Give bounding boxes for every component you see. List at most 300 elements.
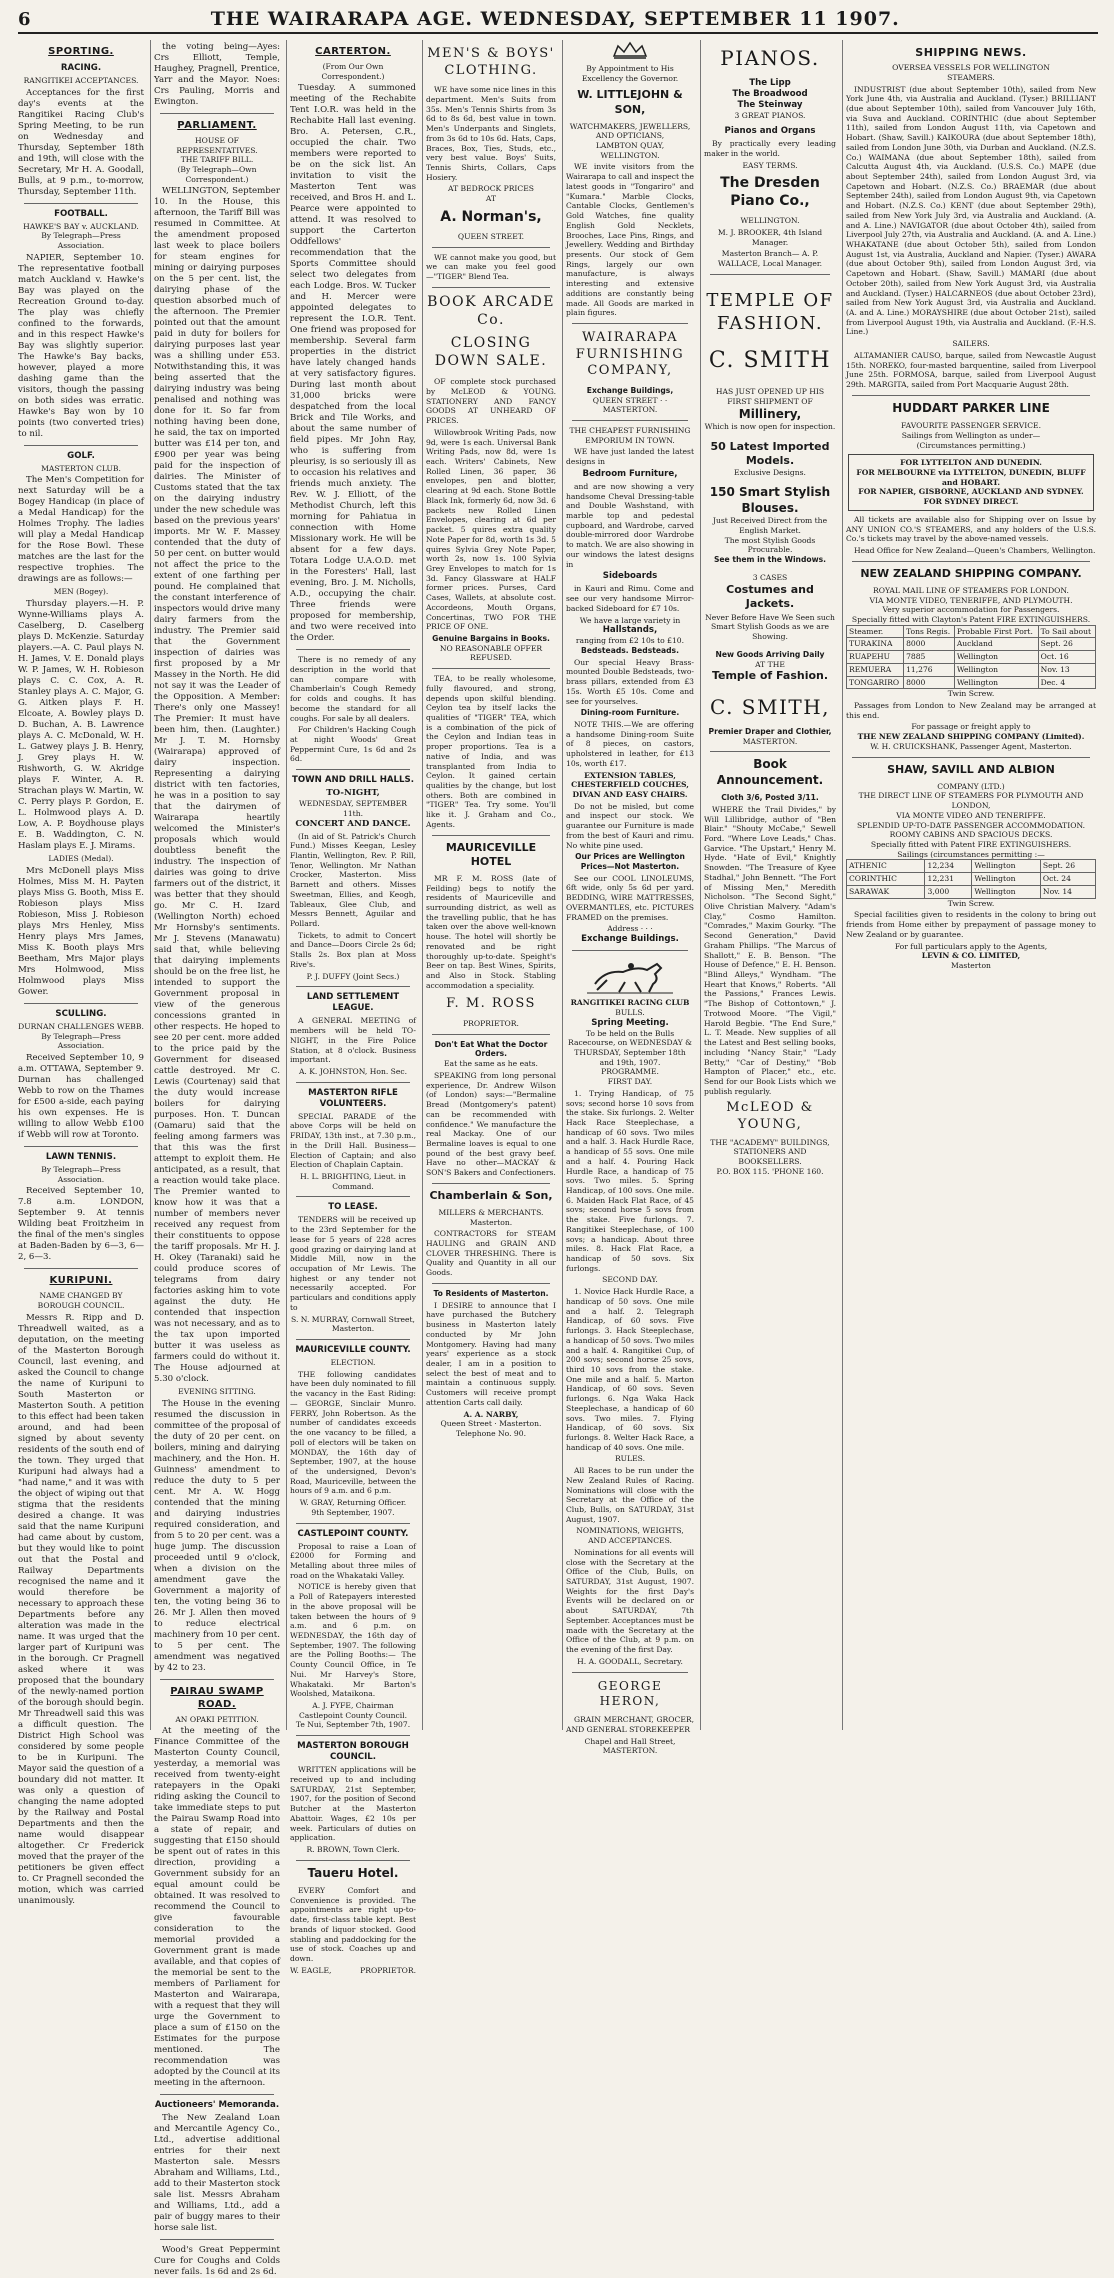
section-heading: KURIPUNI.	[49, 1275, 113, 1287]
advert-text: Willowbrook Writing Pads, now 9d, were 1s each. Universal Bank Writing Pads, now 8d, were 1s each. Writers' Cabinets, New Rolled Linen, 36 paper, 36 envelopes, pen and blotter, clearing at 9d each. Stone Bottle Black Ink, formerly 6d, now 3d. 6 packets new Rolled Linen Envelopes, clearing at 6d per packet. 5 quires extra quality Note Paper for 8d, worth 1s 3d. 5 quires Sylvia Grey Note Paper, worth 2s, now 1s. 100 Sylvia Grey Envelopes to match for 1s 3d. Fancy Glassware at HALF former prices. Purses, Card Cases, Wallets, at absolute cost. Accordeons, Mouth Organs, Concertinas, TWO FOR THE PRICE OF ONE.	[426, 427, 556, 632]
advert-text: A GENERAL MEETING of members will be held TO-NIGHT, in the Fire Police Station, at 8 o'clock. Business important.	[290, 1016, 416, 1065]
advert-title: McLEOD & YOUNG,	[726, 1100, 814, 1132]
advert-text: NOTICE is hereby given that a Poll of Ratepayers interested in the above proposal will be taken between the hours of 9 a.m. and 6 p.m. on WEDNESDAY, the 16th day of September, 1907. The following are the Polling Booths:— The County Council Office, in Te Nui. Mr Harvey's Store, Whakataki. Mr Barton's Woolshed, Mataikona.	[290, 1582, 416, 1699]
table-cell: Wellington	[954, 663, 1038, 676]
advert-title: TEMPLE OF FASHION.	[706, 289, 834, 334]
advert-address: THE "ACADEMY" BUILDINGS,	[710, 1137, 830, 1147]
advert-text: Head Office for New Zealand—Queen's Chambers, Wellington.	[854, 546, 1096, 556]
advert-heading: ELECTION.	[330, 1358, 376, 1368]
article-text: Acceptances for the first day's events at the Rangitikei Racing Club's Spring Meeting, to be run on Wednesday and Thursday, September 18th and 19th, will close with the Secretary, Mr H. A. Goodall, Bulls, at 9 p.m., to-morrow, Thursday, September 11th.	[18, 87, 144, 197]
advert-text: GRAIN MERCHANT, GROCER, AND GENERAL STOREKEEPER	[566, 1715, 694, 1734]
advert-subheading: VIA MONTE VIDEO AND TENERIFFE.	[896, 810, 1046, 820]
advert-text: THE following candidates have been duly nominated to fill the vacancy in the East Riding:— GEORGE, Sinclair Munro. FERRY, John Robertson. As the number of candidates exceeds the one vacancy to be filled, a poll of electors will be taken on MONDAY, the 16th day of September, 1907, at the house of the undersigned, Devon's Road, Mauriceville, between the hours of 9 a.m. and 6 p.m.	[290, 1369, 416, 1496]
advert-signature-row	[290, 1966, 416, 1976]
table-cell: 11,276	[904, 663, 955, 676]
nzsc-sailings-table	[846, 625, 1096, 690]
advert-text: For Children's Hacking Cough at night Woods' Great Peppermint Cure, 1s 6d and 2s 6d.	[290, 725, 416, 764]
advert-text: Which is now open for inspection.	[704, 421, 836, 431]
advert-title: WAIRARAPA FURNISHING COMPANY,	[575, 329, 685, 379]
advert-heading: HUDDART PARKER LINE	[892, 400, 1050, 415]
advert-text: 1. Novice Hack Hurdle Race, a handicap of 50 sovs. One mile and a half. 2. Telegraph Handicap, of 60 sovs. Five furlongs. 3. Hack Steeplechase, a handicap of 50 sovs. Two miles and a half. 4. Rangitikei Cup, of 200 sovs; second horse 25 sovs, third 10 sovs from the stake. One mile and a half. 5. Marton Handicap, of 60 sovs. Seven furlongs. 6. Nga Waka Hack Steeplechase, a handicap of 60 sovs. Two miles. 7. Flying Handicap, of 60 sovs. Six furlongs. 8. Welter Hack Race, a handicap of 40 sovs. One mile.	[566, 1287, 694, 1452]
advert-text: Nominations for all events will close with the Secretary at the Office of the Club, Bulls, on SATURDAY, 31st August, 1907. Weights for the first Day's Events will be declared on or about SATURDAY, 7th September. Acceptances must be made with the Secretary at the Office of the Club, at 9 p.m. on the evening of the first Day.	[566, 1547, 694, 1655]
table-cell: 7885	[904, 651, 955, 664]
table-cell: 12,234	[925, 860, 972, 873]
advert-heading: TO LEASE.	[328, 1202, 378, 1213]
advert-heading: To Residents of Masterton.	[433, 1288, 549, 1298]
table-cell: SARAWAK	[847, 885, 925, 898]
divider	[160, 2239, 274, 2240]
divider	[572, 323, 688, 324]
advert-heading: Spring Meeting.	[591, 1017, 669, 1028]
advert-subheading: THE DIRECT LINE OF STEAMERS FOR PLYMOUTH AND LONDON,	[858, 791, 1084, 811]
table-body	[847, 638, 1096, 689]
column-rule	[286, 40, 287, 1730]
advert-date: 9th September, 1907.	[311, 1507, 395, 1517]
table-cell: Oct. 24	[1040, 873, 1095, 886]
advert-role: PROPRIETOR.	[360, 1965, 416, 1975]
advert-address: QUEEN STREET · · MASTERTON.	[592, 395, 668, 415]
divider	[710, 751, 830, 752]
column-rule	[150, 40, 151, 1730]
advert-text: NO REASONABLE OFFER REFUSED.	[439, 643, 543, 663]
table-cell: ATHENIC	[847, 860, 925, 873]
advert-heading: Exchange Buildings.	[581, 934, 679, 945]
advert-text: THE CHEAPEST FURNISHING EMPORIUM IN TOWN.	[569, 426, 691, 445]
divider	[432, 287, 550, 288]
section-heading: PARLIAMENT.	[177, 120, 257, 131]
advert-title: GEORGE HERON,	[597, 1678, 663, 1708]
advert-text: SPECIAL PARADE of the above Corps will be held on FRIDAY, 13th inst., at 7.30 p.m., in the Drill Hall. Business—Election of Captain; and also Election of Chaplain Captain.	[290, 1111, 416, 1170]
advert-text: 1. Trying Handicap, of 75 sovs; second horse 10 sovs from the stake. Six furlongs. 2. Welter Hack Race Steeplechase, a handicap of 60 sovs. Two miles and a half. 3. Hack Hurdle Race, a handicap of 55 sovs. One mile and a half. 4. Pouring Hack Hurdle Race, a handicap of 75 sovs. Two miles. 5. Spring Handicap, of 100 sovs. One mile. 6. Maiden Hack Flat Race, of 45 sovs; second horse 5 sovs from the stake. Five furlongs. 7. Rangitikei Steeplechase, of 100 sovs; a handicap. About three miles. 8. Hack Flat Race, a handicap of 50 sovs. Six furlongs.	[566, 1088, 694, 1273]
column-5	[566, 40, 694, 1756]
advert-address: WELLINGTON.	[740, 216, 800, 226]
advert-text: Specially fitted with Clayton's Patent FIRE EXTINGUISHERS.	[851, 615, 1091, 625]
advert-text: Twin Screw.	[947, 898, 995, 908]
advert-heading: THE NEW ZEALAND SHIPPING COMPANY (Limited).	[857, 732, 1085, 742]
headline: DURNAN CHALLENGES WEBB.	[18, 1021, 144, 1031]
advert-text: WE have some nice lines in this department. Men's Suits from 35s. Men's Tennis Shirts from 3s 6d to 8s 6d, best value in town. Men's Underpants and Singlets, from 3s 6d to 10s 6d. Hats, Caps, Braces, Box, Ties, Studs, etc., very best value. Boys' Suits, Tennis Shirts, Collars, Caps Hosiery.	[426, 85, 556, 182]
advert-heading: TO-NIGHT,	[326, 788, 380, 799]
table-row	[847, 676, 1096, 689]
column-rule	[422, 40, 423, 1730]
advert-subheading: RULES.	[614, 1454, 646, 1464]
advert-heading: W. LITTLEJOHN & SON,	[577, 88, 683, 116]
advert-text: SPEAKING from long personal experience, Dr. Andrew Wilson (of London) says:—"Bermaline Bread (Montgomery's patent) can be recommended with confidence." We manufacture the real Mackay. One of our Bermaline loaves is equal to one pound of the best gravy beef. Have no other—MACKAY & SON'S Bakers and Confectioners.	[426, 1070, 556, 1178]
royal-crest-icon	[566, 40, 694, 64]
advert-heading: Temple of Fashion.	[711, 669, 829, 683]
advert-text: Passages from London to New Zealand may be arranged at this end.	[846, 701, 1096, 720]
article-text: the voting being—Ayes: Crs Elliott, Temple, Haughey, Pragnell, Prentice, Yarr and the Mayor. Noes: Crs Pauling, Morris and Ewington.	[154, 42, 280, 107]
divider	[572, 420, 688, 421]
advert-heading: Book Announcement.	[716, 757, 824, 787]
advert-text: All tickets are available also for Shipping over on Issue by ANY UNION CO.'S STEAMERS, and any holders of the U.S.S. Co.'s tickets may travel by the above-named vessels.	[846, 514, 1096, 544]
headline: AN OPAKI PETITION.	[175, 1714, 259, 1724]
advert-text: AT	[485, 194, 497, 204]
column-3	[290, 40, 416, 1975]
column-rule	[562, 40, 563, 1730]
divider	[296, 1082, 410, 1083]
divider	[296, 649, 410, 650]
advert-signature: P. J. DUFFY (Joint Secs.)	[306, 971, 400, 981]
advert-subheading: VIA MONTE VIDEO, TENERIFFE, AND PLYMOUTH.	[869, 595, 1073, 605]
advert-heading: MAURICEVILLE COUNTY.	[295, 1345, 411, 1356]
section-heading: SHIPPING NEWS.	[915, 46, 1027, 59]
column-1	[18, 40, 144, 1906]
advert-signature: A. A. NARBY,	[463, 1409, 519, 1419]
divider	[432, 835, 550, 836]
column-rule	[842, 40, 843, 1730]
advert-heading: Our Prices are Wellington Prices—Not Masterton.	[575, 852, 685, 872]
advert-text: SPLENDID UP-TO-DATE PASSENGER ACCOMMODATION.	[856, 820, 1086, 830]
advert-date: Te Nui, September 7th, 1907.	[295, 1720, 411, 1730]
advert-phone: P.O. BOX 115. 'PHONE 160.	[716, 1166, 824, 1176]
advert-heading: Cloth 3/6, Posted 3/11.	[721, 793, 819, 803]
advert-address: LAMBTON QUAY, WELLINGTON.	[595, 141, 665, 160]
divider	[852, 395, 1090, 396]
advert-heading: Sideboards	[602, 571, 658, 582]
table-header-row	[847, 625, 1096, 638]
advert-signature: LEVIN & CO. LIMITED,	[921, 951, 1021, 961]
column-2	[154, 40, 280, 2278]
column-header: To Sail about	[1038, 625, 1095, 638]
advert-heading: Hallstands,	[602, 625, 658, 636]
divider	[432, 247, 550, 248]
advert-address: Masterton	[951, 960, 991, 970]
advert-subheading: PROGRAMME.	[601, 1067, 659, 1077]
advert-text: and are now showing a very handsome Cheval Dressing-table and Double Washstand, with marble top and pedestal cupboard, and Wardrobe, carved double-mirrored door Wardrobe to match. We are also showing in our windows the latest designs in	[566, 481, 694, 569]
advert-subheading: MILLERS & MERCHANTS.	[438, 1207, 544, 1217]
advert-text: For passage or freight apply to	[911, 722, 1031, 732]
advert-title: BOOK ARCADE Co.	[427, 293, 555, 328]
advert-title: PIANOS.	[720, 46, 820, 70]
headline: SAILERS.	[952, 339, 990, 349]
advert-heading: The Broadwood	[732, 88, 808, 99]
advert-title: C. SMITH	[708, 347, 832, 373]
advert-heading: Premier Draper and Clothier,	[708, 726, 832, 736]
article-text: Received September 10, 7.8 a.m. LONDON, September 9. At tennis Wilding beat Froitzheim in the final of the men's singles at Baden-Baden by 6—3, 6—2, 6—3.	[18, 1186, 144, 1263]
advert-text: Our special Heavy Brass-mounted Double Bedsteads, two-brass pillars, extended from £3 15s. Worth £5 10s. Come and see for yourselves.	[566, 657, 694, 706]
advert-text: Masterton Branch— A. P. WALLACE, Local Manager.	[717, 249, 823, 269]
divider	[160, 2094, 274, 2095]
advert-phone: Telephone No. 90.	[455, 1428, 526, 1438]
table-cell: Oct. 16	[1038, 651, 1095, 664]
advert-signature: W. GRAY, Returning Officer.	[299, 1498, 407, 1508]
advert-text: ranging from £2 10s to £10.	[575, 636, 685, 646]
advert-text: M. J. BROOKER, 4th Island Manager.	[717, 228, 823, 247]
advert-title: MEN'S & BOYS' CLOTHING.	[427, 46, 555, 78]
byline: (By Telegraph—Own Correspondent.)	[177, 164, 257, 184]
table-cell: Nov. 14	[1040, 885, 1095, 898]
divider	[160, 113, 274, 114]
article-text: Received September 10, 9 a.m. OTTAWA, September 9. Durnan has challenged Webb to row on the Thames for £500 a-side, each paying his own expenses. He is willing to allow Webb £100 if Webb will row at Toronto.	[18, 1052, 144, 1140]
route-heading: FOR NAPIER, GISBORNE, AUCKLAND AND SYDNEY.	[858, 487, 1084, 497]
table-cell: Dec. 4	[1038, 676, 1095, 689]
route-heading: FOR MELBOURNE via LYTTELTON, DUNEDIN, BLUFF and HOBART.	[856, 468, 1086, 487]
advert-text: See our COOL LINOLEUMS, 6ft wide, only 5s 6d per yard. BEDDING, WIRE MATTRESSES, OVERMANTLES, etc. PICTURES FRAMED on the premises.	[566, 873, 694, 922]
advert-heading: See them in the Windows.	[713, 555, 827, 565]
advert-subheading: FAVOURITE PASSENGER SERVICE.	[901, 421, 1041, 431]
subheading: FOOTBALL.	[54, 208, 108, 219]
advert-heading: A. Norman's,	[440, 208, 542, 225]
advert-signature: W. EAGLE,	[290, 1965, 332, 1975]
article-text: Thursday players.—H. P. Wynne-Williams plays A. Caselberg, D. Caselberg plays D. McKenzie. Saturday players.—A. C. Paul plays N. H. James, V. E. Donald plays W. P. James, W. H. Robieson plays C. C. Cox, A. R. Stanley plays A. C. Major, G. G. Aitken plays F. H. Elcoate, A. Bowley plays D. D. Buchan, A. B. Lawrence plays A. C. McDonald, W. H. L. Gatwey plays J. B. Henry, J. Grey plays H. W. Rishworth, G. W. Akridge plays F. Winter, A. R. Strachan plays W. Martin, W. C. Perry plays P. Gordon, E. L. Holmwood plays A. D. Low, A. P. Boydhouse plays E. B. Waddington, C. N. Haslam plays E. J. Mirams.	[18, 599, 144, 852]
divider	[432, 1283, 550, 1284]
headline: RANGITIKEI ACCEPTANCES.	[23, 75, 139, 85]
advert-text: Special facilities given to residents in the colony to bring out friends from Home either by prepayment of passage money to New Zealand or by guarantee.	[846, 910, 1096, 939]
advert-signature: H. L. BRIGHTING, Lieut. in Command.	[300, 1171, 406, 1191]
article-text: The House in the evening resumed the discussion in committee of the proposal of the duty of 20 per cent. on boilers, mining and dairying machinery, and the Hon. H. Guinness' amendment to reduce the duty to 5 per cent. Mr A. W. Hogg contended that the mining and dairying industries required consideration, and from 5 to 20 per cent. was a huge jump. The discussion proceeded until 9 o'clock, when a division on the amendment gave the Government a majority of ten, the voting being 36 to 26. Mr J. Allen then moved to reduce electrical machinery from 10 per cent. to 5 per cent. The amendment was negatived by 42 to 23.	[154, 1399, 280, 1674]
advert-heading: 50 Latest Imported Models.	[710, 439, 830, 467]
divider	[852, 561, 1090, 562]
advert-text: WE invite visitors from the Wairarapa to call and inspect the latest goods in "Tongariro" and "Kumara." Marble Clocks, Cantable Clocks, Gentlemen's Gold Watches, fine quality English Gold Necklets, Brooches, Lace Pins, Rings, and Jewellery. Wedding and Birthday presents. Our stock of Gem Rings, largely our own manufacture, is always interesting and extensive additions are constantly being made. All Goods are marked in plain figures.	[566, 162, 694, 318]
table-cell: CORINTHIC	[847, 873, 925, 886]
advert-heading: Taueru Hotel.	[307, 1865, 399, 1880]
table-body	[847, 860, 1096, 898]
advert-text: Tickets, to admit to Concert and Dance—Doors Circle 2s 6d; Stalls 2s. Box plan at Moss Rive's.	[290, 930, 416, 969]
advert-heading: Pianos and Organs	[724, 126, 816, 137]
advert-text: AT THE	[755, 659, 785, 669]
advert-signature: S. N. MURRAY, Cornwall Street, Masterton.	[291, 1314, 415, 1334]
article-text: Messrs R. Ripp and D. Threadwell waited, as a deputation, on the meeting of the Masterton Borough Council, last evening, and asked the Council to change the name of Kuripuni to South Masterton or Masterton South. A petition to this effect had been taken around, and had been signed by about seventy residents of the south end of the town. They urged that Kuripuni had always had a "had name," and it was with the object of wiping out that stigma that the residents desired a change. It was said that the name Kuripuni had came about by custom, but they would like to point out that the Postal and Railway Departments recognised the name and it would therefore be necessary to approach these Departments before any alteration was made in the name. It was urged that the larger part of Kuripuni was in the borough. Cr Pragnell asked where it was proposed that the boundary of the newly-named portion of the borough should begin. Mr Threadwell said this was a difficult question. The District High School was considered by some people to be in Kuripuni. The Mayor said the question of a boundary did not matter. It was only a question of changing the name adopted by the Railway and Postal Departments and then the name would disappear altogether. Cr Frederick moved that the prayer of the petitioners be given effect to. Cr Pragnell seconded the motion, which was carried unanimously.	[18, 1312, 144, 1906]
article-text: ALTAMANIER CAUSO, barque, sailed from Newcastle August 15th. NOREKO, four-masted barquentine, sailed from Liverpool June 25th. FORMOSA, barque, sailed from Liverpool August 29th. MARGITA, sailed from Port Macquarie August 28th.	[846, 350, 1096, 390]
table-row	[847, 885, 1096, 898]
section-heading: SPORTING.	[48, 46, 114, 57]
advert-heading: New Goods Arriving Daily	[715, 649, 825, 659]
headline: HAWKE'S BAY v. AUCKLAND.	[23, 221, 139, 231]
divider	[572, 950, 688, 951]
article-text: WELLINGTON, September 10. In the House, this afternoon, the Tariff Bill was resumed in Committee. At the amendment proposed last week to place boilers for steam engines for mining or dairying purposes on the 5 per cent. list, the dairying phase of the question absorbed much of the afternoon. The Premier pointed out that the amount paid in duty for boilers for dairying purposes last year was a shilling under £53. Notwithstanding this, it was being asserted that the dairying industry was being penalised and nothing was done for it. So far from nothing having been done, he said, the tax on imported butter was £14 per ton, and £900 per year was being paid for the inspection of dairies. The Minister of Customs stated that the tax on the dairying industry under the new schedule was based on the previous years' imports. Mr W. F. Massey contended that the duty of 50 per cent. on butter would not affect the price to the extent of one farthing per pound. He complained that the constant interference of inspectors would drive many dairy farmers from the industry. The Premier said that the Government inspection of dairies was first proposed by a Mr Massey in the North. He did not say it was the Leader of the Opposition. A Member: There's only one Massey! The Premier: It must have been him, then. (Laughter.) Mr J. T. M. Hornsby (Wairarapa) approved of dairy inspection. Representing a dairying district with ten factories, he was in a position to say that the dairymen of Wairarapa heartily welcomed the Minister's proposals which would doubtless benefit the industry. The inspection of dairies was going to drive farmers out of the district, it was better that they should go. Mr C. H. Izard (Wellington North) echoed Mr Hornsby's sentiments. Mr J. Stevens (Manawatu) said that, while believing that dairying implements should be on the free list, he intended to support the Government proposal in view of the generous concessions granted in other respects. He hoped to see 20 per cent. more added to the price paid by the Government for diseased cattle destroyed. Mr C. Lewis (Courtenay) said that the duty would increase boilers for dairying purposes. Hon. T. Duncan (Oamaru) said that the feeling among farmers was that this was the first attempt to exploit them. He anticipated, as a result, that a reaction would take place. The Premier wanted to know how it was that a number of members never received any request from their constituents to oppose the tariff proposals. Mr H. J. H. Okey (Taranaki) said he could produce scores of telegrams from dairy factories asking him to vote against the duty. He contended that inspection was not necessary, and as to the tax upon imported butter it was useless as farmers could do without it. The House adjourned at 5.30 o'clock.	[154, 186, 280, 1385]
advert-text: Proposal to raise a Loan of £2000 for Forming and Metalling about three miles of road on the Whakataki Valley.	[290, 1541, 416, 1580]
advert-text: There is no remedy of any description in the world that can compare with Chamberlain's Cough Remedy for colds and coughs. It has become the standard for all coughs. For sale by all dealers.	[290, 655, 416, 723]
advert-heading: The Dresden Piano Co.,	[720, 175, 820, 210]
advert-text: 3 GREAT PIANOS.	[734, 110, 806, 120]
article-text: Tuesday. A summoned meeting of the Rechabite Tent I.O.R. was held in the Rechabite Hall last evening. Bro. A. Petersen, C.R., occupied the chair. Two members were reported to be on the sick list. An invitation to visit the Masterton Tent was received, and Bros H. and L. Pearce were appointed to attend. It was resolved to support the Carterton Oddfellows' recommendation that the Sports Committee should select two delegates from each Lodge. Bros. W. Tucker and H. Mercer were appointed delegates to represent the I.O.R. Tent. One friend was proposed for membership. Several farm properties in the district have lately changed hands at very satisfactory figures. During last month about 31,000 bricks were despatched from the local Brick and Tile Works, and about the same number of field pipes. Mr John Ray, who is suffering from pleurisy, is so seriously ill as to occasion his relatives and friends much anxiety. The Rev. W. J. Elliott, of the Methodist Church, left this morning for Pahiatua in connection with Home Missionary work. He will be absent for a few days. Totara Lodge U.A.O.D. met in the Foresters' Hall, last evening, Bro. J. M. Nicholls, A.D., occupying the chair. Three friends were proposed for membership, and two were received into the Order.	[290, 83, 416, 644]
subheading: LAWN TENNIS.	[45, 1151, 117, 1162]
advert-text: We have a large variety in	[579, 615, 681, 625]
divider	[296, 1735, 410, 1736]
table-cell: Sept. 26	[1040, 860, 1095, 873]
advert-text: AT BEDROCK PRICES	[448, 184, 534, 194]
table-cell: Sept. 26	[1038, 638, 1095, 651]
advert-heading: TOWN AND DRILL HALLS.	[292, 775, 414, 786]
divider	[296, 1860, 410, 1861]
advert-text: (Circumstances permitting.)	[916, 440, 1026, 450]
advert-text: To be held on the Bulls Racecourse, on WEDNESDAY & THURSDAY, September 18th and 19th, 1907.	[568, 1028, 692, 1067]
advert-text: Twin Screw.	[947, 689, 995, 699]
table-cell: TONGARIRO	[847, 676, 904, 689]
divider	[572, 1672, 688, 1673]
advert-text: HAS JUST OPENED UP HIS FIRST SHIPMENT OF	[715, 387, 825, 406]
advert-heading: The Steinway	[737, 99, 803, 110]
route-heading: FOR SYDNEY DIRECT.	[923, 497, 1019, 507]
column-6	[704, 40, 836, 1730]
divider	[24, 1146, 138, 1147]
advert-text: MR F. M. ROSS (late of Feilding) begs to notify the residents of Mauriceville and surrounding district, as well as the travelling public, that he has taken over the above well-known house. The hotel will shortly be renovated and be right thoroughly up-to-date. Speight's Beer on tap. Best Wines, Spirits, and Also in Stock. Stabling accommodation a speciality.	[426, 873, 556, 990]
advert-date: WEDNESDAY, SEPTEMBER 11th.	[298, 799, 408, 818]
article-text: Mrs McDonell plays Miss Holmes, Miss M. H. Payten plays Miss G. Booth, Miss E. Robieson plays Miss Robieson, Miss J. Robieson plays Mrs Henley, Miss Henry plays Mrs James, Miss K. Booth plays Mrs Beetham, Mrs Major plays Mrs Holmwood, Miss Holmwood plays Miss Gower.	[18, 865, 144, 997]
table-cell: 8000	[904, 676, 955, 689]
advert-address: Chapel and Hall Street,	[584, 1736, 676, 1746]
divider	[432, 1034, 550, 1035]
table-cell: Auckland	[954, 638, 1038, 651]
column-header: Tons Regis.	[904, 625, 955, 638]
article-text: The New Zealand Loan and Mercantile Agency Co., Ltd., advertise additional entries for their next Masterton sale. Messrs Abraham and Williams, Ltd., add to their Masterton stock sale list. Messrs Abraham and Williams, Ltd., add a pair of buggy mares to their horse sale list.	[154, 2113, 280, 2234]
table-cell: 8000	[904, 638, 955, 651]
table-cell: TURAKINA	[847, 638, 904, 651]
table-cell: RUAPEHU	[847, 651, 904, 664]
advert-subheading: Eat the same as he eats.	[444, 1059, 538, 1069]
column-4	[426, 40, 556, 1730]
advert-heading: 150 Smart Stylish Blouses.	[709, 485, 831, 515]
headline: EVENING SITTING.	[178, 1387, 256, 1397]
advert-text: By practically every leading maker in the world.	[704, 139, 836, 159]
subheading: GOLF.	[67, 450, 95, 461]
advert-subheading: BULLS.	[615, 1007, 645, 1017]
divider	[160, 1679, 274, 1680]
advert-text: Address · · ·	[607, 924, 653, 934]
advert-subheading: WATCHMAKERS, JEWELLERS, AND OPTICIANS,	[569, 121, 691, 141]
subheading: Auctioneers' Memoranda.	[154, 2100, 280, 2111]
advert-subheading: COMPANY (LTD.)	[937, 781, 1005, 791]
divider	[24, 1003, 138, 1004]
article-text: At the meeting of the Finance Committee of the Masterton County Council, yesterday, a memorial was received from twenty-eight ratepayers in the Opaki riding asking the Council to take immediate steps to put the Pairau Swamp Road into a state of repair, and suggesting that £150 should be spent out of rates in this direction, providing a Government subsidy for an equal amount could be obtained. It was resolved to recommend the Council to give favourable consideration to the memorial provided a Government grant is made available, and that copies of the memorial be sent to the members of Parliament for Masterton and Wairarapa, with a request that they will urge the Government to place a sum of £150 on the Estimates for the purpose mentioned. The recommendation was adopted by the Council at its meeting in the afternoon.	[154, 1726, 280, 2089]
headline: LADIES (Medal).	[48, 854, 114, 864]
section-heading: PAIRAU SWAMP ROAD.	[170, 1686, 264, 1710]
advert-text: Exclusive Designs.	[734, 467, 806, 477]
advert-text: 3 CASES	[752, 572, 788, 582]
table-cell: Wellington	[972, 885, 1041, 898]
advert-signature: A. J. FYFE, Chairman Castlepoint County Council.	[298, 1701, 408, 1720]
column-7	[846, 40, 1096, 1730]
advert-heading: MASTERTON RIFLE VOLUNTEERS.	[308, 1087, 398, 1109]
advert-signature: R. BROWN, Town Clerk.	[306, 1844, 400, 1854]
advert-heading: SHAW, SAVILL AND ALBION	[887, 762, 1055, 776]
table-cell: Wellington	[954, 676, 1038, 689]
advert-text: EASY TERMS.	[742, 160, 798, 170]
advert-text: Sailings (circumstances permitting :—	[897, 849, 1045, 859]
advert-title: C. SMITH,	[709, 695, 831, 720]
table-cell: Nov. 13	[1038, 663, 1095, 676]
table-row	[847, 860, 1096, 873]
divider	[296, 769, 410, 770]
advert-heading: CONCERT AND DANCE.	[295, 818, 411, 829]
advert-heading: Costumes and Jackets.	[726, 582, 814, 610]
headline: THE TARIFF BILL.	[180, 155, 254, 165]
advert-heading: LAND SETTLEMENT LEAGUE.	[306, 992, 400, 1014]
headline: NAME CHANGED BY BOROUGH COUNCIL.	[37, 1291, 125, 1310]
byline: By Telegraph—Press Association.	[41, 231, 121, 250]
column-header: Probable First Port.	[954, 625, 1038, 638]
headline: HOUSE OF REPRESENTATIVES.	[176, 135, 258, 155]
column-header: Steamer.	[847, 625, 904, 638]
route-heading: FOR LYTTELTON AND DUNEDIN.	[900, 458, 1042, 468]
divider	[296, 1523, 410, 1524]
byline: (From Our Own Correspondent.)	[321, 61, 385, 81]
advert-text: EVERY Comfort and Convenience is provided. The appointments are right up-to-date, first-class table kept. Best brands of liquor stocked. Good stabling and paddocking for the use of stock. Coaches up and down.	[290, 1886, 416, 1964]
column-rule	[700, 40, 701, 1730]
byline: By Telegraph—Press Association.	[41, 1164, 121, 1184]
advert-text: Very superior accommodation for Passengers.	[882, 605, 1060, 615]
table-row	[847, 873, 1096, 886]
advert-heading: MASTERTON BOROUGH COUNCIL.	[297, 1741, 409, 1763]
shaw-sailings-table	[846, 859, 1096, 898]
advert-text: WE have just landed the latest designs in	[566, 447, 694, 467]
masthead	[18, 6, 1098, 34]
headline: MASTERTON CLUB.	[41, 463, 121, 473]
advert-text: OF complete stock purchased by McLEOD & YOUNG. STATIONERY AND FANCY GOODS AT UNHEARD OF PRICES.	[426, 377, 556, 426]
sailing-routes-box	[848, 454, 1094, 511]
racehorse-icon	[566, 956, 694, 994]
advert-text: Never Before Have We Seen such Smart Stylish Goods as we are Showing.	[705, 612, 835, 642]
divider	[432, 1183, 550, 1184]
advert-address: MASTERTON.	[742, 736, 798, 746]
advert-heading: Millinery,	[738, 406, 802, 421]
advert-heading: NEW ZEALAND SHIPPING COMPANY.	[860, 566, 1082, 580]
advert-text: ROOMY CABINS AND SPACIOUS DECKS.	[889, 830, 1053, 840]
advert-signature: A. K. JOHNSTON, Hon. Sec.	[298, 1066, 408, 1076]
advert-heading: Genuine Bargains in Books.	[432, 633, 550, 643]
advert-heading: Chamberlain & Son,	[429, 1188, 553, 1202]
advert-signature: H. A. GOODALL, Secretary.	[577, 1656, 683, 1666]
advert-text: Sailings from Wellington as under—	[901, 430, 1041, 440]
divider	[24, 445, 138, 446]
article-text: INDUSTRIST (due about September 10th), sailed from New York June 4th, via Australia and Auckland. (Tyser.) BRILLIANT (due about September 10th), sailed from Vancouver July 16th, via Suva and Auckland. CORINTHIC (due about September 11th), sailed from London August 11th, via Capetown and Hobart. (Shaw, Savill.) KAIKOURA (due about September 18th), sailed from London June 30th, via Durban and Auckland. (N.Z.S. Co.) WAIMANA (due about September 18th), sailed from Calcutta August 4th, via Auckland. (U.S.S. Co.) MAPE (due about September 24th), sailed from London August 3rd, via Capetown and Hobart. (N.Z.S. Co.) BRAEMAR (due about September 24th), sailed from London August 9th, via Capetown and Hobart. (N.Z.S. Co.) KENT (due about September 29th), sailed from New York July 3rd, via Australia and Auckland. (A. and A. Line.) NAVIGATOR (due about October 4th), sailed from Liverpool July 27th, via Australia and Auckland. (A. and A. Line.) WHAKATANE (due about October 5th), sailed from London August 1st, via Australia, Auckland and Napier. (Tyser.) AWARA (due about October 9th), sailed from London August 3rd, via Capetown and Hobart. (Shaw, Savill.) MAMARI (due about October 20th), sailed from New York August 3rd, via Australia and Auckland. (Tyser.) HALCARNEOS (due about October 23rd), sailed from New York August 3rd, via Australia and Auckland. (A. and A. Line.) MORAYSHIRE (due about October 21st), sailed from Liverpool August 19th, via Australia and Auckland. (F.-H.S. Line.)	[846, 84, 1096, 337]
advert-heading: F. M. ROSS	[446, 996, 536, 1012]
advert-subheading: NOMINATIONS, WEIGHTS, AND ACCEPTANCES.	[576, 1526, 684, 1546]
table-cell: Wellington	[954, 651, 1038, 664]
advert-heading: Don't Eat What the Doctor Orders.	[434, 1039, 548, 1059]
table-row	[847, 638, 1096, 651]
section-heading: CARTERTON.	[315, 46, 391, 57]
advert-text: WRITTEN applications will be received up to and including SATURDAY, 21st September, 1907, for the position of Second Butcher at the Masterton Abattoir. Wages, £2 10s per week. Particulars of duties on application.	[290, 1765, 416, 1843]
table-cell: 12,231	[925, 873, 972, 886]
divider	[296, 986, 410, 987]
advert-text: The most Stylish Goods Procurable.	[724, 535, 816, 555]
advert-text: in Kauri and Rimu. Come and see our very handsome Mirror-backed Sideboard for £7 10s.	[566, 584, 694, 613]
advert-subheading: FIRST DAY.	[607, 1077, 653, 1087]
advert-text: EXTENSION TABLES, CHESTERFIELD COUCHES, DIVAN AND EASY CHAIRS.	[571, 770, 689, 799]
divider	[432, 668, 550, 669]
advert-text: Do not be misled, but come and inspect our stock. We guarantee our Furniture is made from the best of Kauri and rimu. No white pine used.	[566, 801, 694, 850]
table-row	[847, 663, 1096, 676]
advert-address: Queen Street · Masterton.	[440, 1419, 542, 1429]
byline: By Telegraph—Press Association.	[41, 1031, 121, 1051]
headline: STEAMERS.	[947, 72, 995, 82]
advert-subheading: ROYAL MAIL LINE OF STEAMERS FOR LONDON.	[873, 585, 1069, 595]
advert-address: QUEEN STREET.	[457, 231, 525, 241]
advert-text: CONTRACTORS for STEAM HAULING and GRAIN AND CLOVER THRESHING. There is Quality and Quantity in all our Goods.	[426, 1229, 556, 1278]
article-text: The Men's Competition for next Saturday will be a Bogey Handicap (in place of a Medal Handicap) for the Holmes Trophy. The ladies will play a Medal Handicap for the Rose Bowl. These matches are the last for the respective trophies. The drawings are as follows:—	[18, 475, 144, 585]
advert-text: By Appointment to His Excellency the Governor.	[581, 64, 679, 83]
divider	[24, 1268, 138, 1269]
divider	[296, 1339, 410, 1340]
table-cell: REMUERA	[847, 663, 904, 676]
table-cell: Wellington	[972, 873, 1041, 886]
divider	[296, 1196, 410, 1197]
advert-heading: CASTLEPOINT COUNTY.	[297, 1528, 409, 1539]
subheading: SCULLING.	[55, 1008, 107, 1019]
advert-text: TENDERS will be received up to the 23rd September for the lease for 5 years of 228 acres good grazing or dairying land at Middle Mill, now in the occupation of Mr Lewis. The highest or any tender not necessarily accepted. For particulars and conditions apply to	[290, 1215, 416, 1312]
table-row	[847, 651, 1096, 664]
advert-heading: Dining-room Furniture.	[580, 708, 680, 718]
advert-text: TEA, to be really wholesome, fully flavoured, and strong, depends upon skilful blending. Ceylon tea by itself lacks the qualities of "TIGER" TEA, which is a combination of the pick of the Ceylon and Indian teas in proper proportions. Tea is a native of India, and was transplanted from India to Ceylon. It gained certain qualities by the change, but lost others. Both are combined in "TIGER" Tea. Try some. You'll like it. J. Graham and Co., Agents.	[426, 674, 556, 829]
advert-text: NOTE THIS.—We are offering a handsome Dining-room Suite of 8 pieces, on castors, upholstered in leather, for £13 10s, worth £17.	[566, 719, 694, 768]
advert-address: MASTERTON.	[602, 1746, 658, 1756]
advert-text: Wood's Great Peppermint Cure for Coughs and Colds never fails. 1s 6d and 2s 6d.	[154, 2245, 280, 2278]
divider	[710, 274, 830, 275]
table-cell: 3,000	[925, 885, 972, 898]
advert-text: WHERE the Trail Divides," by Will Lillibridge, author of "Ben Blair." "Shouty McCabe," Sewell Ford. "Where Love Leads," Chas. Garvice. "The Upstart," Henry M. Hyde. "Hate of Evil," Knightly Snowden. "The Treasure of Kyee Stadhal," John Bennett. "The Fort of Missing Men," Meredith Nicholson. "The Second Sight," Olive Christian Malvery. "Adam's Clay," Cosmo Hamilton. "Comrades," Maxim Gourky. "The Second Generation," David Graham Phillips. "The Marcus of Shallott," E. B. Benson. "The House of Defence," E. H. Benson. "Blind Alleys," Wyndham. "The Heart that Knows," Roberts. "All the Passions," Frances Lewis. "The Bishop of Cottontown," J. Trotwood Moore. "The Vigil," Harold Begbie. "The End Sure," L. T. Meade. New supplies of all the Latest and Best selling books, including "Nancy Stair," "Lady Betty," "Car of Destiny," "Bob Hampton of Placer," etc., etc. Send for our Book Lists which we publish regularly.	[704, 804, 836, 1096]
